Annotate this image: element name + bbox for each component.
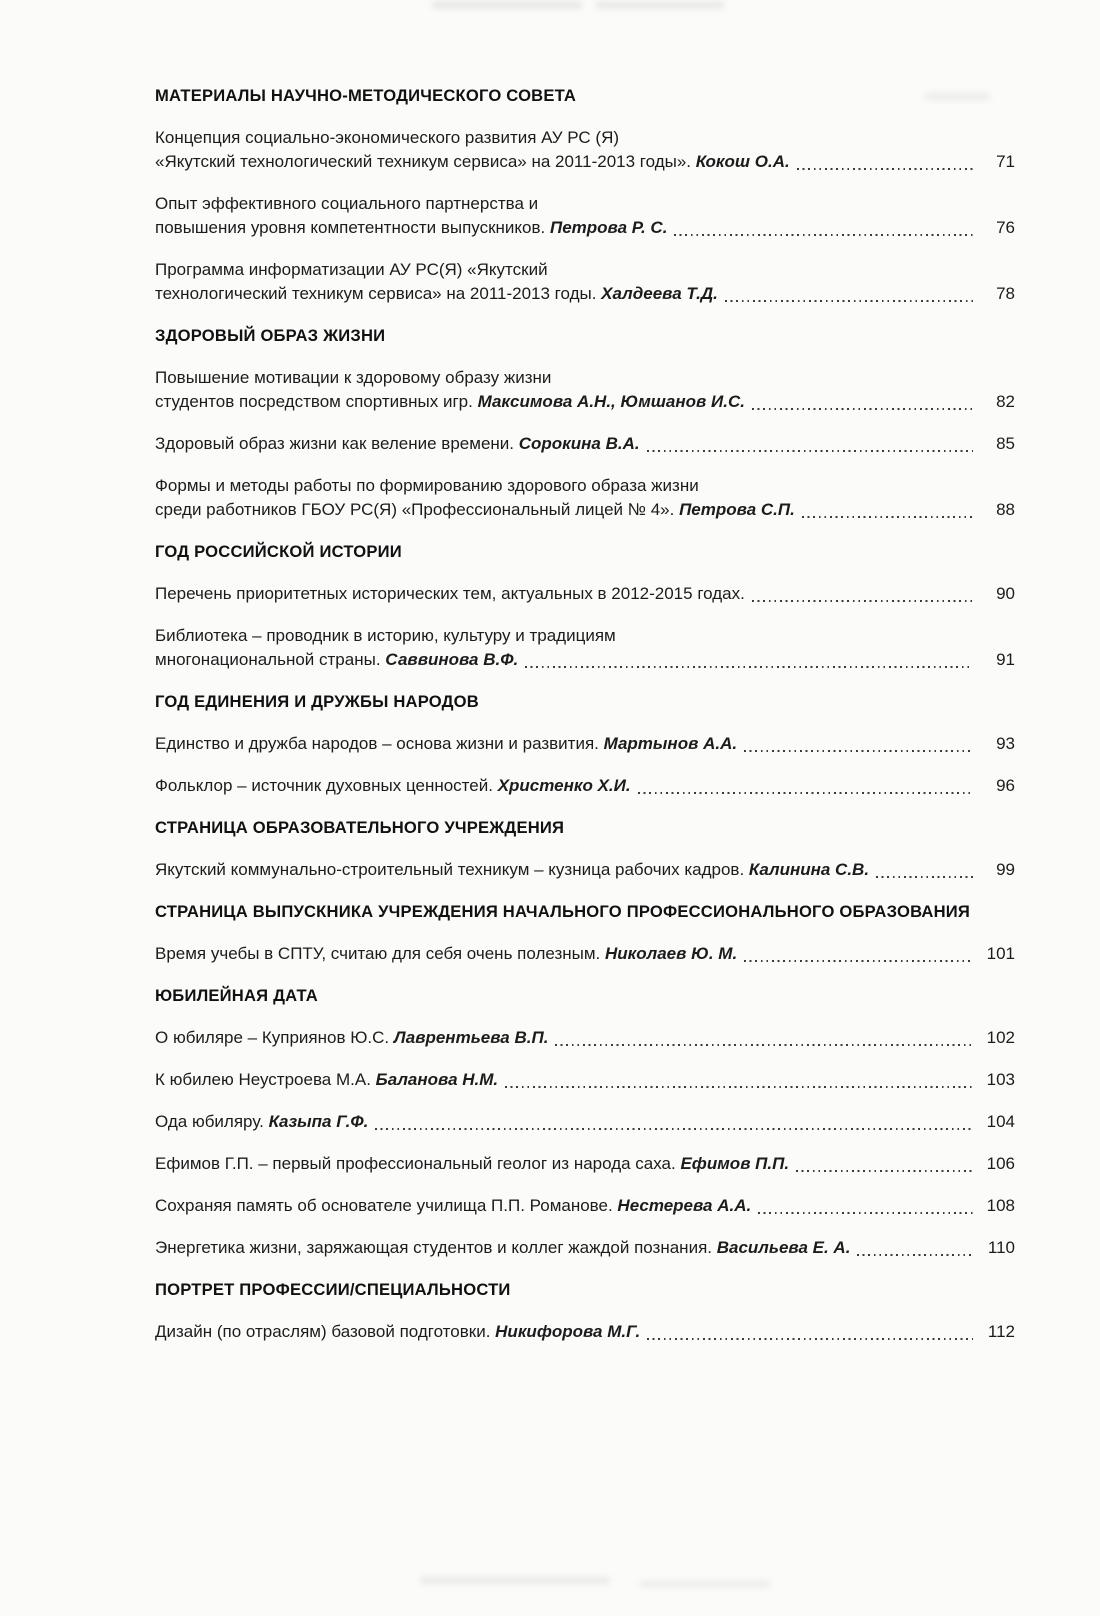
toc-entry: [155, 942, 1015, 966]
entry-author: Христенко Х.И.: [497, 776, 631, 795]
toc-section-stranitsa-vypusknika: [155, 900, 1015, 966]
toc-entry: [155, 774, 1015, 798]
entry-title-text: Ефимов Г.П. – первый профессиональный геолог из народа саха.: [155, 1154, 681, 1173]
toc-entry: [155, 582, 1015, 606]
dot-leader: [647, 449, 973, 452]
entry-title: [155, 216, 667, 240]
toc-entry: [155, 1194, 1015, 1218]
entry-title: [155, 498, 795, 522]
entry-title-text: Энергетика жизни, заряжающая студентов и коллег жаждой познания.: [155, 1238, 717, 1257]
page-number: 78: [996, 284, 1015, 303]
toc-entry: [155, 366, 1015, 414]
toc-section-god-edineniya: [155, 690, 1015, 798]
toc-section-zdorovyi-obraz: [155, 324, 1015, 522]
entry-author: Мартынов А.А.: [603, 734, 738, 753]
page-number: 82: [996, 392, 1015, 411]
toc-entry: [155, 192, 1015, 240]
entry-author: Максимова А.Н., Юмшанов И.С.: [477, 392, 745, 411]
entry-author: Халдеева Т.Д.: [601, 284, 718, 303]
section-heading: МАТЕРИАЛЫ НАУЧНО-МЕТОДИЧЕСКОГО СОВЕТА: [155, 86, 577, 105]
entry-title: [155, 942, 737, 966]
page-number: 90: [996, 584, 1015, 603]
dot-leader: [797, 167, 973, 170]
page-number: 91: [996, 650, 1015, 669]
page-number: 110: [987, 1238, 1015, 1257]
dot-leader: [758, 1211, 973, 1214]
entry-title: [155, 582, 745, 606]
entry-title: [155, 732, 737, 756]
entry-title: [155, 1194, 751, 1218]
entry-title-text: Якутский коммунально-строительный техникум – кузница рабочих кадров.: [155, 860, 749, 879]
entry-title-text: Время учебы в СПТУ, считаю для себя очень полезным.: [155, 944, 605, 963]
toc-entry: [155, 1236, 1015, 1260]
section-heading: ПОРТРЕТ ПРОФЕССИИ/СПЕЦИАЛЬНОСТИ: [155, 1280, 511, 1299]
entry-author: Саввинова В.Ф.: [385, 650, 519, 669]
dot-leader: [752, 407, 973, 410]
entry-author: Кокош О.А.: [695, 152, 790, 171]
dot-leader: [647, 1337, 973, 1340]
toc-entry: [155, 858, 1015, 882]
dot-leader: [674, 233, 973, 236]
toc-entry: [155, 1068, 1015, 1092]
entry-title: [155, 150, 790, 174]
entry-title-text: среди работников ГБОУ РС(Я) «Профессиональный лицей № 4».: [155, 500, 680, 519]
page-number: 99: [996, 860, 1015, 879]
section-heading: ЮБИЛЕЙНАЯ ДАТА: [155, 986, 318, 1005]
entry-title: [155, 1236, 850, 1260]
entry-title-line1: Библиотека – проводник в историю, культуру и традициям: [155, 626, 616, 645]
entry-author: Калинина С.В.: [748, 860, 870, 879]
page-number: 93: [996, 734, 1015, 753]
section-heading: ГОД ЕДИНЕНИЯ И ДРУЖБЫ НАРОДОВ: [155, 692, 479, 711]
dot-leader: [505, 1085, 973, 1088]
toc-entry: [155, 732, 1015, 756]
entry-title-text: повышения уровня компетентности выпускников.: [155, 218, 550, 237]
entry-title: [155, 1068, 498, 1092]
entry-title: [155, 774, 631, 798]
dot-leader: [796, 1169, 973, 1172]
toc-section-yubileinaya-data: [155, 984, 1015, 1260]
page-number: 106: [986, 1154, 1015, 1173]
entry-title-line1: Программа информатизации АУ РС(Я) «Якутский: [155, 260, 548, 279]
toc-section-materialy: [155, 84, 1015, 306]
section-heading: СТРАНИЦА ВЫПУСКНИКА УЧРЕЖДЕНИЯ НАЧАЛЬНОГО ПРОФЕССИОНАЛЬНОГО ОБРАЗОВАНИЯ: [155, 902, 971, 921]
entry-title-text: К юбилею Неустроева М.А.: [155, 1070, 376, 1089]
entry-author: Баланова Н.М.: [375, 1070, 499, 1089]
dot-leader: [638, 791, 973, 794]
page-number: 76: [996, 218, 1015, 237]
dot-leader: [857, 1253, 973, 1256]
entry-title-text: Единство и дружба народов – основа жизни и развития.: [155, 734, 604, 753]
toc-entry: [155, 258, 1015, 306]
page-number: 96: [996, 776, 1015, 795]
page-number: 85: [996, 434, 1015, 453]
page-number: 108: [986, 1196, 1015, 1215]
page-number: 104: [986, 1112, 1015, 1131]
entry-title-text: Сохраняя память об основателе училища П.П. Романове.: [155, 1196, 618, 1215]
dot-leader: [375, 1127, 973, 1130]
toc-entry: [155, 624, 1015, 672]
toc-entry: [155, 432, 1015, 456]
entry-title-text: Ода юбиляру.: [155, 1112, 269, 1131]
entry-author: Лаврентьева В.П.: [393, 1028, 549, 1047]
toc-entry: [155, 474, 1015, 522]
entry-title: [155, 390, 745, 414]
toc-section-stranitsa-uchrezhdeniya: [155, 816, 1015, 882]
dot-leader: [802, 515, 973, 518]
page-number: 71: [996, 152, 1015, 171]
dot-leader: [555, 1043, 973, 1046]
entry-title: [155, 282, 718, 306]
entry-title-text: Перечень приоритетных исторических тем, актуальных в 2012-2015 годах.: [155, 584, 745, 603]
toc-section-god-istorii: [155, 540, 1015, 672]
entry-title-text: «Якутский технологический техникум сервиса» на 2011-2013 годы».: [155, 152, 696, 171]
section-heading: ГОД РОССИЙСКОЙ ИСТОРИИ: [155, 542, 402, 561]
page-number: 112: [987, 1322, 1015, 1341]
entry-title-text: Дизайн (по отраслям) базовой подготовки.: [155, 1322, 496, 1341]
entry-author: Никифорова М.Г.: [495, 1322, 641, 1341]
entry-title-line1: Концепция социально-экономического развития АУ РС (Я): [155, 128, 620, 147]
entry-title: [155, 1110, 368, 1134]
toc-entry: [155, 1026, 1015, 1050]
section-heading: ЗДОРОВЫЙ ОБРАЗ ЖИЗНИ: [155, 326, 386, 345]
entry-title: [155, 1026, 548, 1050]
entry-title-text: Фольклор – источник духовных ценностей.: [155, 776, 498, 795]
dot-leader: [752, 599, 973, 602]
dot-leader: [744, 959, 973, 962]
toc-entry: [155, 126, 1015, 174]
entry-title: [155, 1152, 789, 1176]
entry-title: [155, 1320, 640, 1344]
toc-entry: [155, 1320, 1015, 1344]
dot-leader: [744, 749, 973, 752]
entry-author: Николаев Ю. М.: [604, 944, 738, 963]
toc-entry: [155, 1152, 1015, 1176]
entry-author: Ефимов П.П.: [680, 1154, 790, 1173]
entry-author: Петрова Р. С.: [549, 218, 668, 237]
entry-title-line1: Повышение мотивации к здоровому образу жизни: [155, 368, 552, 387]
entry-author: Казыпа Г.Ф.: [268, 1112, 369, 1131]
toc-entry: [155, 1110, 1015, 1134]
entry-title: [155, 648, 518, 672]
toc-section-portret-professii: [155, 1278, 1015, 1344]
entry-author: Сорокина В.А.: [518, 434, 640, 453]
entry-author: Васильева Е. А.: [716, 1238, 851, 1257]
dot-leader: [525, 665, 973, 668]
entry-title-line1: Формы и методы работы по формированию здорового образа жизни: [155, 476, 699, 495]
entry-title-line1: Опыт эффективного социального партнерства и: [155, 194, 539, 213]
dot-leader: [725, 299, 973, 302]
entry-title-text: студентов посредством спортивных игр.: [155, 392, 478, 411]
entry-title-text: технологический техникум сервиса» на 2011-2013 годы.: [155, 284, 602, 303]
dot-leader: [876, 875, 973, 878]
page-number: 101: [986, 944, 1015, 963]
entry-author: Петрова С.П.: [679, 500, 795, 519]
section-heading: СТРАНИЦА ОБРАЗОВАТЕЛЬНОГО УЧРЕЖДЕНИЯ: [155, 818, 565, 837]
page-number: 102: [986, 1028, 1015, 1047]
entry-title-text: О юбиляре – Куприянов Ю.С.: [155, 1028, 394, 1047]
entry-title: [155, 858, 869, 882]
page-number: 103: [986, 1070, 1015, 1089]
page-number: 88: [996, 500, 1015, 519]
entry-title-text: Здоровый образ жизни как веление времени.: [155, 434, 519, 453]
entry-title-text: многонациональной страны.: [155, 650, 386, 669]
entry-author: Нестерева А.А.: [617, 1196, 752, 1215]
entry-title: [155, 432, 640, 456]
